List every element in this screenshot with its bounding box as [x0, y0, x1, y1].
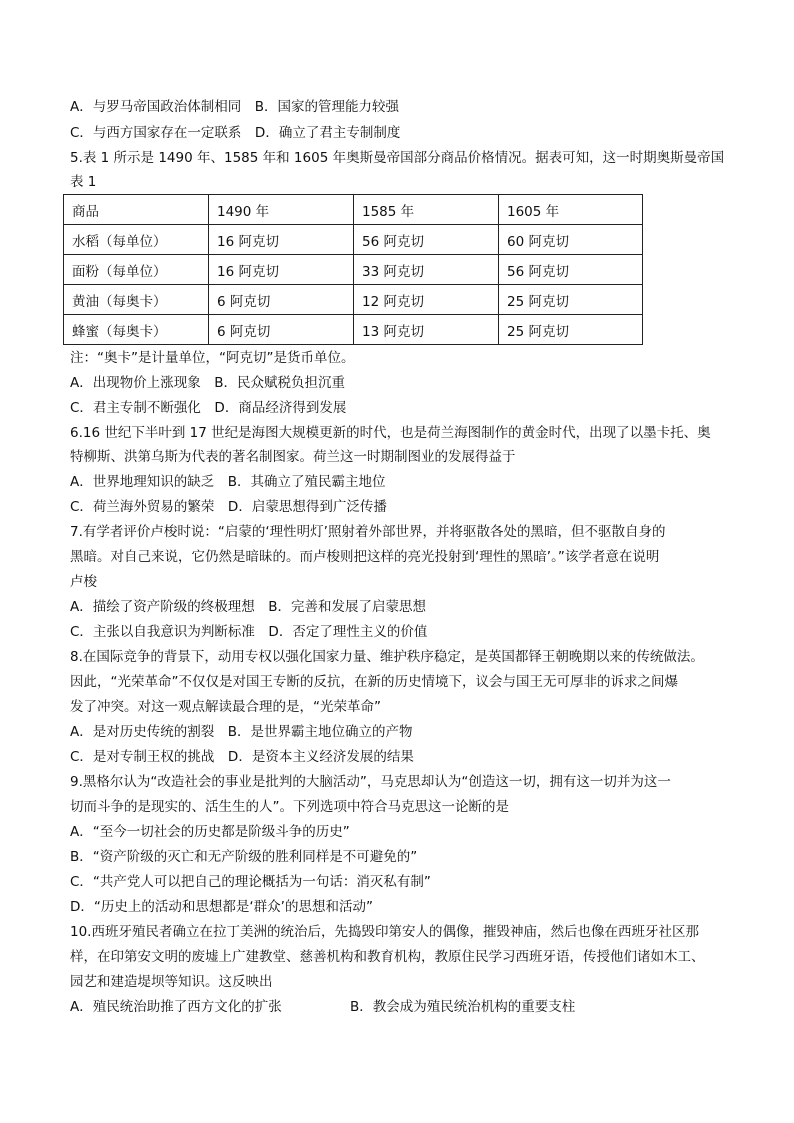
- q7-stem-line-3: 卢梭: [70, 574, 97, 590]
- q9-option-c: C．“共产党人可以把自己的理论概括为一句话：消灭私有制”: [70, 874, 431, 890]
- table-cell: 13 阿克切: [354, 315, 499, 345]
- table-header-cell: 1585 年: [354, 195, 499, 225]
- table-header-cell: 商品: [64, 195, 209, 225]
- table-cell: 56 阿克切: [354, 225, 499, 255]
- q8-stem-line-1: 8.在国际竞争的背景下，动用专权以强化国家力量、维护秩序稳定，是英国都铎王朝晚期以来的传统做法。: [70, 649, 704, 665]
- table-header-cell: 1490 年: [209, 195, 354, 225]
- price-table: [63, 194, 643, 345]
- q6-stem-line-1: 6.16 世纪下半叶到 17 世纪是海图大规模更新的时代，也是荷兰海图制作的黄金时代，出现了以墨卡托、奥: [70, 425, 711, 441]
- q7-options-line-2: C．主张以自我意识为判断标准 D．否定了理性主义的价值: [70, 624, 428, 640]
- q6-options-line-2: C．荷兰海外贸易的繁荣 D．启蒙思想得到广泛传播: [70, 499, 387, 515]
- table-cell: 25 阿克切: [499, 285, 643, 315]
- q6-options-line-1: A．世界地理知识的缺乏 B．其确立了殖民霸主地位: [70, 474, 386, 490]
- q7-stem-line-2: 黑暗。对自己来说，它仍然是暗昧的。而卢梭则把这样的亮光投射到‘理性的黑暗’。”该学者意在说明: [70, 549, 660, 565]
- q10-option-a: A．殖民统治助推了西方文化的扩张: [70, 999, 282, 1015]
- q10-option-b: B．教会成为殖民统治机构的重要支柱: [350, 999, 576, 1015]
- q9-stem-line-2: 切而斗争的是现实的、活生生的人”。下列选项中符合马克思这一论断的是: [70, 799, 509, 815]
- table-cell: 蜂蜜（每奥卡）: [64, 315, 209, 345]
- q6-stem-line-2: 特柳斯、洪第乌斯为代表的著名制图家。荷兰这一时期制图业的发展得益于: [70, 449, 516, 465]
- table-cell: 6 阿克切: [209, 315, 354, 345]
- q9-option-a: A．“至今一切社会的历史都是阶级斗争的历史”: [70, 824, 350, 840]
- q5-table-caption: 表 1: [70, 174, 97, 190]
- q9-stem-line-1: 9.黑格尔认为“改造社会的事业是批判的大脑活动”，马克思却认为“创造这一切，拥有这一切并为这一: [70, 774, 671, 790]
- q10-stem-line-3: 园艺和建造堤坝等知识。这反映出: [70, 974, 273, 990]
- q4-options-line-2: C．与西方国家存在一定联系 D．确立了君主专制制度: [70, 125, 401, 141]
- table-row: [64, 315, 643, 345]
- q9-option-b: B．“资产阶级的灭亡和无产阶级的胜利同样是不可避免的”: [70, 849, 418, 865]
- table-cell: 12 阿克切: [354, 285, 499, 315]
- table-row: [64, 285, 643, 315]
- q10-stem-line-2: 样，在印第安文明的废墟上广建教堂、慈善机构和教育机构，教原住民学习西班牙语，传授他们诸如木工、: [70, 949, 705, 965]
- table-cell: 16 阿克切: [209, 255, 354, 285]
- table-row: [64, 255, 643, 285]
- table-cell: 60 阿克切: [499, 225, 643, 255]
- q8-stem-line-2: 因此，“光荣革命”不仅仅是对国王专断的反抗，在新的历史情境下，议会与国王无可厚非的诉求之间爆: [70, 674, 678, 690]
- table-cell: 56 阿克切: [499, 255, 643, 285]
- q9-option-d: D．“历史上的活动和思想都是‘群众’的思想和活动”: [70, 899, 373, 915]
- q8-options-line-1: A．是对历史传统的割裂 B．是世界霸主地位确立的产物: [70, 724, 413, 740]
- price-table-header-row: [64, 195, 643, 225]
- q5-options-line-2: C．君主专制不断强化 D．商品经济得到发展: [70, 400, 347, 416]
- table-cell: 25 阿克切: [499, 315, 643, 345]
- q4-options-line-1: A．与罗马帝国政治体制相同 B．国家的管理能力较强: [70, 99, 399, 115]
- q5-note: 注：“奥卡”是计量单位，“阿克切”是货币单位。: [70, 350, 355, 366]
- table-cell: 6 阿克切: [209, 285, 354, 315]
- q7-stem-line-1: 7.有学者评价卢梭时说：“启蒙的‘理性明灯’照射着外部世界，并将驱散各处的黑暗，但不驱散自身的: [70, 524, 666, 540]
- q10-stem-line-1: 10.西班牙殖民者确立在拉丁美洲的统治后，先捣毁印第安人的偶像，摧毁神庙，然后也像在西班牙社区那: [70, 924, 699, 940]
- table-cell: 黄油（每奥卡）: [64, 285, 209, 315]
- q5-stem: 5.表 1 所示是 1490 年、1585 年和 1605 年奥斯曼帝国部分商品价格情况。据表可知，这一时期奥斯曼帝国: [70, 150, 725, 166]
- q5-options-line-1: A．出现物价上涨现象 B．民众赋税负担沉重: [70, 375, 345, 391]
- q8-stem-line-3: 发了冲突。对这一观点解读最合理的是，“光荣革命”: [70, 699, 381, 715]
- table-row: [64, 225, 643, 255]
- q8-options-line-2: C．是对专制王权的挑战 D．是资本主义经济发展的结果: [70, 749, 414, 765]
- table-cell: 面粉（每单位）: [64, 255, 209, 285]
- table-cell: 33 阿克切: [354, 255, 499, 285]
- q7-options-line-1: A．描绘了资产阶级的终极理想 B．完善和发展了启蒙思想: [70, 599, 426, 615]
- table-cell: 16 阿克切: [209, 225, 354, 255]
- table-header-cell: 1605 年: [499, 195, 643, 225]
- table-cell: 水稻（每单位）: [64, 225, 209, 255]
